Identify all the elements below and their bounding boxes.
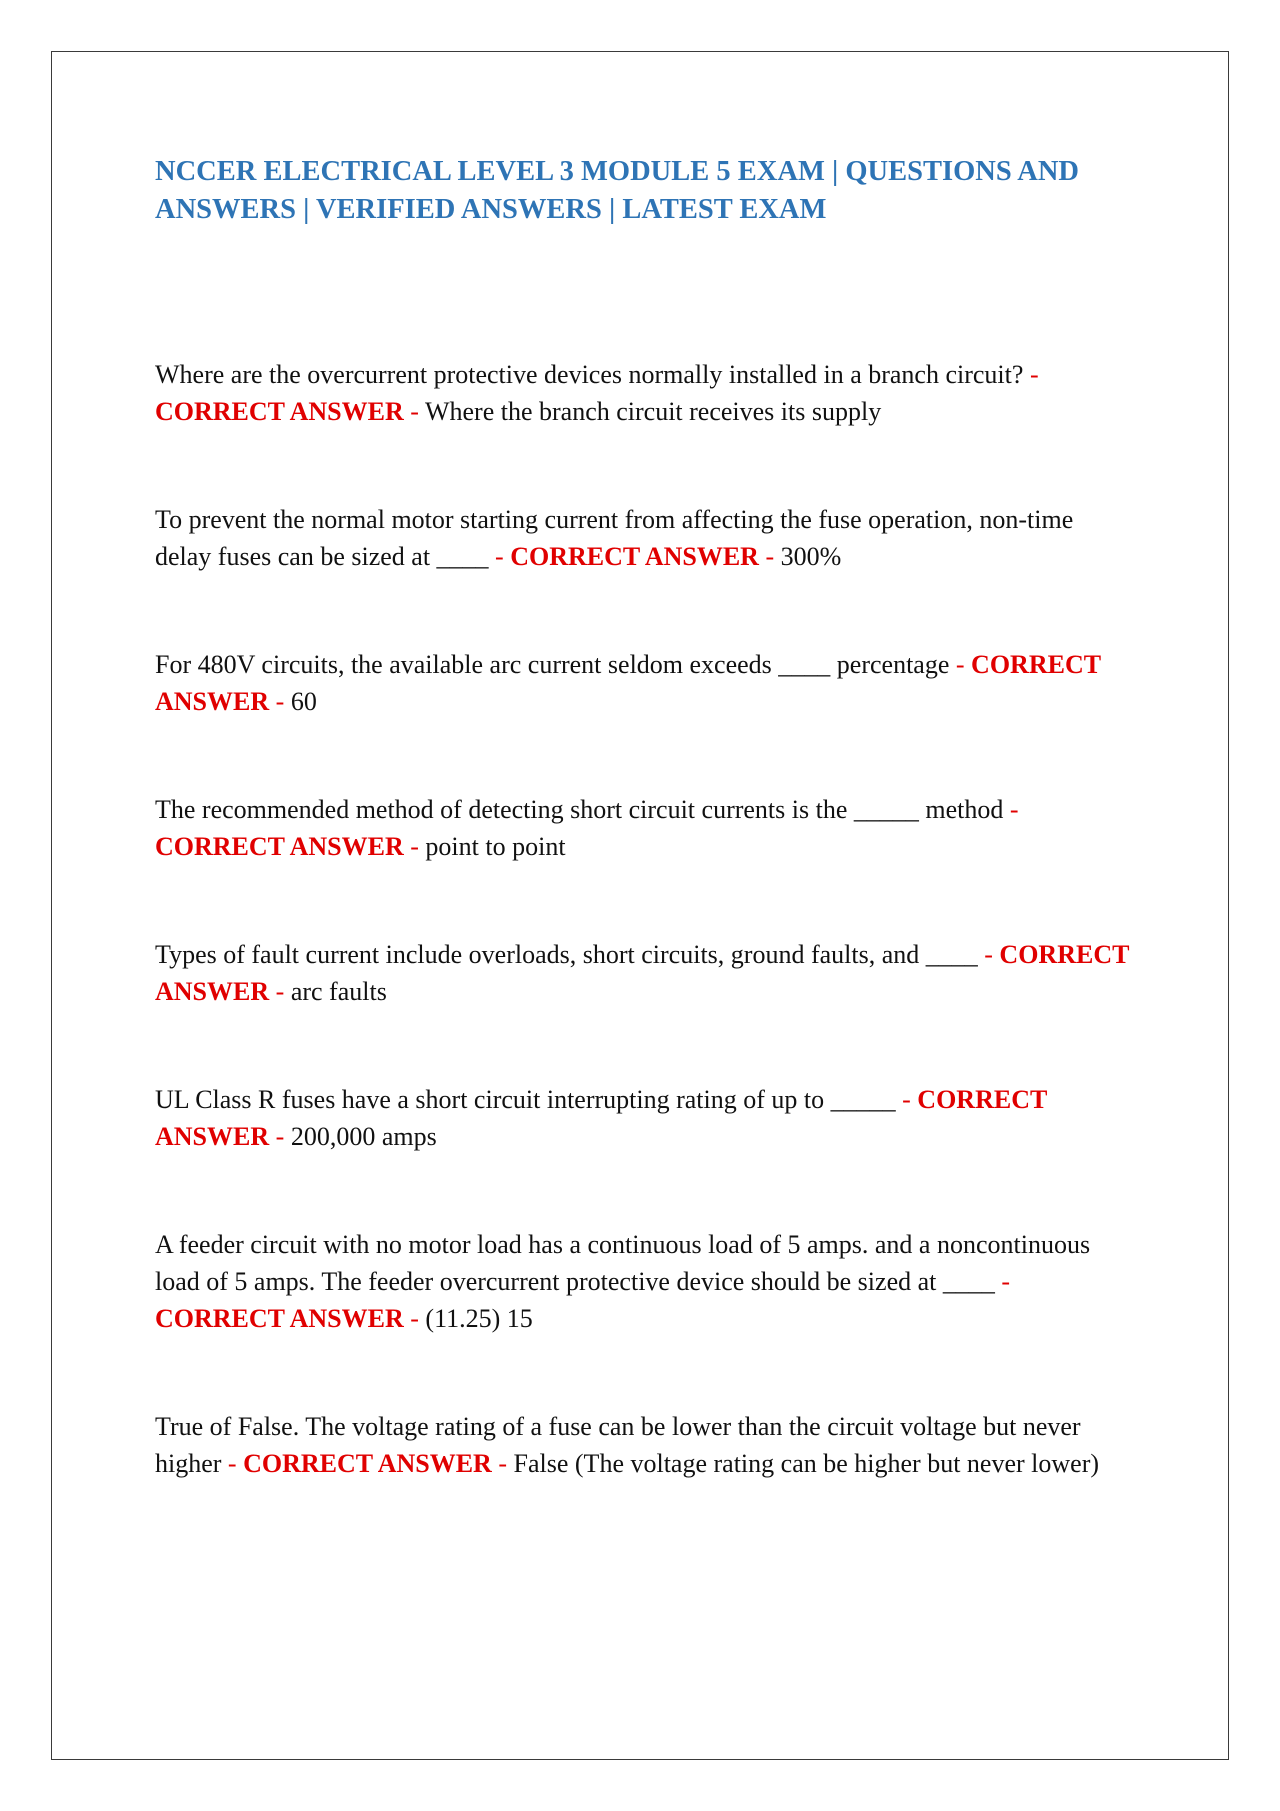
separator: - bbox=[1029, 360, 1039, 389]
answer-text: False (The voltage rating can be higher but never lower) bbox=[513, 1449, 1100, 1478]
answer-text: Where the branch circuit receives its supply bbox=[424, 397, 882, 426]
qa-item-3 bbox=[155, 646, 1135, 720]
answer-text: (11.25) 15 bbox=[425, 1304, 533, 1333]
correct-answer-label: CORRECT ANSWER bbox=[510, 542, 759, 571]
separator: - bbox=[275, 1122, 285, 1151]
answer-text: point to point bbox=[425, 832, 566, 861]
separator: - bbox=[275, 977, 285, 1006]
question-text: Types of fault current include overloads, short circuits, ground faults, and ____ bbox=[155, 940, 978, 969]
separator: - bbox=[984, 940, 993, 969]
separator: - bbox=[227, 1449, 237, 1478]
answer-text: 300% bbox=[780, 542, 842, 571]
qa-item-8 bbox=[155, 1408, 1135, 1482]
question-text: UL Class R fuses have a short circuit interrupting rating of up to _____ bbox=[155, 1085, 896, 1114]
correct-answer-label: CORRECT ANSWER bbox=[155, 650, 1101, 716]
separator: - bbox=[955, 650, 965, 679]
answer-text: 60 bbox=[290, 687, 317, 716]
correct-answer-label: CORRECT ANSWER bbox=[243, 1449, 492, 1478]
answer-text: 200,000 amps bbox=[290, 1122, 437, 1151]
separator: - bbox=[410, 832, 419, 861]
question-text: Where are the overcurrent protective devices normally installed in a branch circuit? bbox=[155, 360, 1024, 389]
separator: - bbox=[275, 687, 285, 716]
question-text: To prevent the normal motor starting current from affecting the fuse operation, non-time delay fuses can be sized at ____ bbox=[155, 505, 1074, 571]
question-text: A feeder circuit with no motor load has a continuous load of 5 amps. and a noncontinuous load of 5 amps. The feeder overcurrent protective device should be sized at ____ bbox=[155, 1230, 1091, 1296]
correct-answer-label: CORRECT ANSWER bbox=[155, 397, 404, 426]
question-text: The recommended method of detecting short circuit currents is the _____ method bbox=[155, 795, 1004, 824]
separator: - bbox=[902, 1085, 911, 1114]
question-text: For 480V circuits, the available arc current seldom exceeds ____ percentage bbox=[155, 650, 950, 679]
qa-item-5 bbox=[155, 936, 1135, 1010]
correct-answer-label: CORRECT ANSWER bbox=[155, 832, 404, 861]
separator: - bbox=[410, 1304, 419, 1333]
qa-item-1 bbox=[155, 356, 1135, 430]
separator: - bbox=[498, 1449, 508, 1478]
answer-text: arc faults bbox=[290, 977, 387, 1006]
separator: - bbox=[1009, 795, 1019, 824]
document-title: NCCER ELECTRICAL LEVEL 3 MODULE 5 EXAM | QUESTIONS AND ANSWERS | VERIFIED ANSWERS | LATEST EXAM bbox=[155, 156, 1079, 225]
qa-list bbox=[155, 356, 1135, 1553]
correct-answer-label: CORRECT ANSWER bbox=[155, 940, 1129, 1006]
separator: - bbox=[410, 397, 419, 426]
qa-item-4 bbox=[155, 791, 1135, 865]
separator: - bbox=[765, 542, 775, 571]
qa-item-6 bbox=[155, 1081, 1135, 1155]
qa-item-7 bbox=[155, 1226, 1135, 1337]
correct-answer-label: CORRECT ANSWER bbox=[155, 1304, 404, 1333]
correct-answer-label: CORRECT ANSWER bbox=[155, 1085, 1047, 1151]
separator: - bbox=[495, 542, 504, 571]
qa-item-2 bbox=[155, 501, 1135, 575]
separator: - bbox=[1001, 1267, 1011, 1296]
question-text: True of False. The voltage rating of a fuse can be lower than the circuit voltage but never higher bbox=[155, 1412, 1081, 1478]
